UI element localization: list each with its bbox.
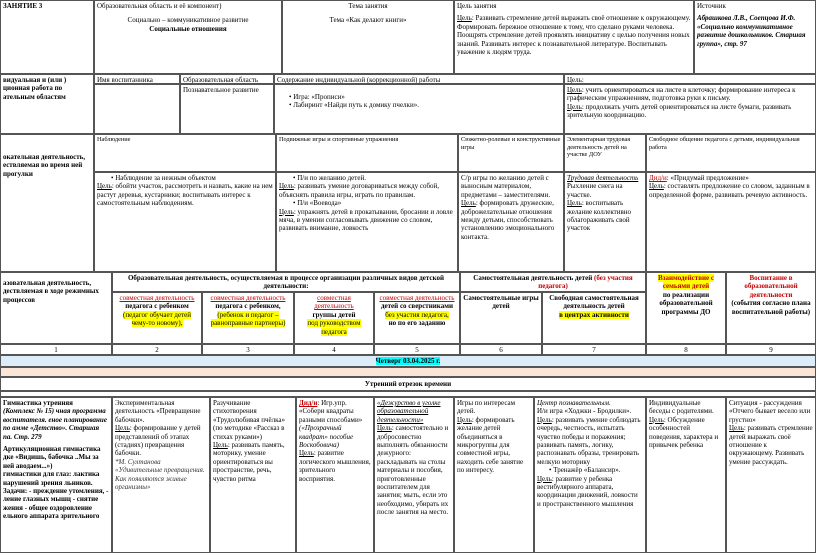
walk-c5-title: Дид/и <box>649 174 667 182</box>
bottom-c3 <box>210 397 296 553</box>
cel-label: Цель <box>457 14 472 23</box>
ind-col3-text: Содержание индивидуальной (коррекционной) работы <box>277 76 441 84</box>
bottom-c4-cel-text: : развитие логического мышления, зрительного восприятия. <box>299 449 371 483</box>
ind-cel-cell <box>564 84 816 134</box>
walk-c4-text: Рыхление снега на участке. <box>567 182 623 199</box>
walk-h3 <box>458 134 564 172</box>
cel-value: : Развивать стремление детей выражать своё отношение к окружающему. Формировать бережное отношение к тому, что сделано руками человека. Поощрять стремление детей проявлять инициативу с целью получения новых знаний. Развивать интерес к познавательной литературе. Воспитывать уважение к людям труда. <box>457 14 691 57</box>
ind-oblast-cell <box>180 84 274 134</box>
regime-left-text: азовательная деятельность, дествляемая в ходе режимных процессов <box>3 279 99 304</box>
walk-c2 <box>276 172 458 272</box>
num-2 <box>112 344 202 355</box>
bottom-c3-cel-text: : развивать память, моторику, умение ориентироваться вы пространстве, речь, чувство ритма <box>213 441 285 483</box>
walk-h3-text: Сюжетно-ролевые и конструктивные игры <box>461 136 561 151</box>
regime-sub3-a: совместная деятельность <box>314 294 354 311</box>
num-5 <box>374 344 460 355</box>
walk-h2-text: Подвижные игры и спортивные упражнения <box>279 136 399 143</box>
regime-indep-red: (без участия педагога) <box>538 274 633 291</box>
walk-c2-cel-label-2: Цель <box>279 207 294 216</box>
individual-left-text: видуальная и (или ) ционная работа по ательным областям <box>3 76 67 101</box>
walk-left-text: окательная деятельность, ествляемая во время ней прогулки <box>3 153 86 178</box>
regime-indep1-text: Самостоятельные игры детей <box>463 294 539 311</box>
bottom-c7-cel-text-2: : развитие у ребенка вестибулярного аппарата, координации движений, ловкости и пространственного мышления <box>537 474 638 508</box>
date-row <box>0 355 816 367</box>
regime-col9-text: (события согласно плана воспитательной работы) <box>731 299 811 316</box>
tema-value: Тема «Как делают книги» <box>329 16 407 25</box>
num-4-text: 4 <box>332 346 336 354</box>
bottom-c7-cel-label-2: Цель <box>537 474 552 483</box>
oblast-sub: Социальные отношения <box>149 24 227 33</box>
regime-indep-title-text: Самостоятельная деятельность детей <box>473 274 593 282</box>
num-6-text: 6 <box>499 346 503 354</box>
walk-c2-text-1: : развивать умение договариваться между собой, объяснять правила игры, играть по правилам. <box>279 182 440 199</box>
num-9-text: 9 <box>769 346 773 354</box>
bottom-c4-t1: : Игр.упр. «Собери квадраты разными способами» <box>299 399 363 424</box>
ind-content-cell <box>274 84 564 134</box>
walk-c5-text: : «Придумай предложение» <box>666 174 749 182</box>
num-9 <box>726 344 816 355</box>
bottom-c1-t3: гимнастики для глаз: лактика нарушений зрения льников. Задачи: - преждение утомления, - ление глазных мышц - снятие жения - общее оздоровление ельного аппарата зрительного <box>3 470 109 521</box>
regime-sub1-a: совместная деятельность <box>119 294 195 302</box>
zanyatie-label: ЗАНЯТИЕ 3 <box>3 2 43 10</box>
bottom-c7-t1: И/и игра «Ходжки - Бродилки». <box>537 407 632 416</box>
bottom-c5-title: «Дежурство в уголке образовательной деятельности» <box>377 399 441 424</box>
regime-sub4-a: совместная деятельность <box>379 294 455 302</box>
bottom-c7 <box>534 397 646 553</box>
regime-indep2 <box>542 292 646 344</box>
bottom-c5-cel-label: Цель <box>377 424 392 433</box>
regime-left <box>0 272 112 344</box>
ind-item-2: • Лабиринт «Найди путь к домику пчелки». <box>289 101 561 109</box>
num-6 <box>460 344 542 355</box>
ind-col3 <box>274 74 564 84</box>
bottom-c5-cel-text: : самостоятельно и добросовестно выполнять обязанности дежурного: раскладывать на столы материалы и пособия, приготовленные воспитателем для занятия; мыть, если это необходимо, убирать их после занятия на место. <box>377 424 449 517</box>
bottom-c9 <box>726 397 816 553</box>
walk-c1 <box>94 172 276 272</box>
num-1 <box>0 344 112 355</box>
bottom-c7-item: • Тренажёр «Балансир». <box>537 466 643 474</box>
num-8-text: 8 <box>684 346 688 354</box>
cel-title: Цель занятия <box>457 2 497 10</box>
regime-indep2-b: в центрах активности <box>559 310 629 319</box>
walk-c4 <box>564 172 646 272</box>
regime-indep2-text: Свободная самостоятельная деятельность детей <box>549 294 639 311</box>
bottom-c7-cel-label: Цель <box>537 415 552 424</box>
ind-col4 <box>564 74 816 84</box>
walk-c2-cel-label-1: Цель <box>279 182 294 191</box>
regime-indep-title <box>460 272 646 292</box>
walk-c5-cel-text: : составлять предложение со словом, заданным в определенной форме, развивать речевую активность. <box>649 182 810 199</box>
regime-sub3-c: под руководством педагога <box>307 319 361 336</box>
walk-c3-text: С/р игры по желанию детей с выносным материалом, предметами – заместителями. <box>461 174 551 199</box>
bottom-c4-src: («Прозрачный квадрат» пособие Воскобовича) <box>299 424 354 450</box>
bottom-c1-title: Гимнастика утренняя <box>3 399 73 407</box>
istochnik-value: Абрашкова Л.В., Соепцова И.Ф. «Социально коммуникативное развитие дошкольников. Старшая группа», стр. 97 <box>697 14 806 48</box>
bottom-c1-t2: Артикуляционная гимнастика дке «Видишь, бабочка ..Мы за ней аводаем...») <box>3 445 101 470</box>
walk-c4-cel-text: : воспитывать желание коллективно облагораживать свой участок <box>567 199 632 233</box>
walk-c1-cel-label: Цель <box>97 182 112 191</box>
bottom-c1-text: (Комплекс № 15) чная программа воспитателя. еное планирование по амме «Детство». Старшая па. Стр. 279 <box>3 407 107 441</box>
walk-left <box>0 134 94 272</box>
bottom-c1 <box>0 397 112 553</box>
walk-c2-item-2: • П/и «Воевода» <box>279 199 455 207</box>
ind-col2-text: Образовательная область <box>183 76 259 84</box>
regime-col8-title: Взаимодействие с семьями детей <box>658 274 714 291</box>
ind-cel-label-1: Цель <box>567 86 582 94</box>
regime-col9-title: Воспитание в образовательной деятельности <box>744 274 798 299</box>
individual-left <box>0 74 94 134</box>
walk-h1 <box>94 134 276 172</box>
ind-col2 <box>180 74 274 84</box>
walk-c3 <box>458 172 564 272</box>
walk-c3-cel-text: : формировать дружеские, доброжелательные отношения между детьми, способствовать установлению эмоционального контакта. <box>461 199 555 241</box>
walk-h4 <box>564 134 646 172</box>
regime-sub4 <box>374 292 460 344</box>
walk-c5 <box>646 172 816 272</box>
istochnik-title: Источник <box>697 2 726 10</box>
bottom-c5 <box>374 397 454 553</box>
walk-h5 <box>646 134 816 172</box>
bottom-c4-cel-label: Цель <box>299 449 314 458</box>
walk-h5-text: Свободное общение педагога с детьми, индивидуальная работа <box>649 136 800 151</box>
bottom-c9-text: Ситуация - рассуждения «Отчего бывает весело или грустно» <box>729 399 811 424</box>
regime-joint-title-text: Образовательная деятельность, осуществляемая в процессе организации различных видов детской деятельности: <box>127 274 445 291</box>
ind-col1 <box>94 74 180 84</box>
num-7 <box>542 344 646 355</box>
regime-indep1 <box>460 292 542 344</box>
bottom-c2-cel-text: : формирование у детей представлений об этапах (стадиях) превращения бабочки. <box>115 424 201 458</box>
bottom-c8-cel-label: Цель <box>649 415 664 424</box>
ind-item-1: • Игра: «Прописи» <box>289 93 561 101</box>
walk-h2 <box>276 134 458 172</box>
ind-name-cell <box>94 84 180 134</box>
oblast-value: Социально – коммуникативное развитие <box>127 16 249 25</box>
bottom-c3-cel-label: Цель <box>213 441 228 450</box>
bottom-c8 <box>646 397 726 553</box>
num-4 <box>294 344 374 355</box>
regime-sub1-c: (педагог обучает детей чему-то новому), <box>123 310 191 328</box>
num-3-text: 3 <box>246 346 250 354</box>
walk-h1-text: Наблюдение <box>97 136 131 143</box>
regime-sub1-b: педагога с ребенком <box>125 302 189 311</box>
bottom-c6-cel-label: Цель <box>457 415 472 424</box>
bottom-c2-src: *М. Султанова «Удивительные превращения. Как появляются живые организмы» <box>115 457 205 492</box>
zanyatie-cell <box>0 0 94 74</box>
num-2-text: 2 <box>155 346 159 354</box>
bottom-c6 <box>454 397 534 553</box>
ind-col4-text: Цель: <box>567 76 584 84</box>
walk-c3-cel-label: Цель <box>461 199 476 208</box>
walk-h4-text: Элементарная трудовая деятельность детей на участке ДОУ <box>567 136 631 159</box>
bottom-c8-cel-text: : Обсуждение особенностей поведения, характера и привычек ребенка <box>649 415 719 450</box>
bottom-c3-text: Разучивание стихотворения «Трудолюбивая пчёлка» (по методике «Рассказ в стихах руками») <box>213 399 286 441</box>
regime-sub1 <box>112 292 202 344</box>
bottom-c6-cel-text: : формировать желание детей объединяться в микрогруппы для совместной игры, находить себе занятие по интересу. <box>457 415 524 475</box>
ind-oblast-text: Познавательное развитие <box>183 86 259 94</box>
regime-col8 <box>646 272 726 344</box>
tema-title: Тема занятия <box>348 2 388 10</box>
ind-cel-text-2: : продолжать учить детей ориентироваться на листе бумаги, развивать зрительную координацию. <box>567 102 792 120</box>
num-7-text: 7 <box>592 346 596 354</box>
oblast-title: Образовательная область и её компонент) <box>97 2 222 10</box>
bottom-c2-text: Экспериментальная деятельность «Превращение бабочки». <box>115 399 201 424</box>
walk-c4-cel-label: Цель <box>567 199 582 208</box>
bottom-c2-cel-label: Цель <box>115 424 130 433</box>
walk-c4-title: Трудовая деятельность <box>567 174 639 182</box>
bottom-c2 <box>112 397 210 553</box>
spacer-row <box>0 367 816 377</box>
bottom-c4 <box>296 397 374 553</box>
oblast-cell <box>94 0 282 74</box>
date-text: Четверг 03.04.2025 г. <box>375 357 441 365</box>
num-8 <box>646 344 726 355</box>
regime-sub3-b: группы детей <box>312 310 356 319</box>
regime-col9 <box>726 272 816 344</box>
ind-col1-text: Имя воспитанника <box>97 76 153 84</box>
walk-c2-item-1: • П/и по желанию детей. <box>279 174 455 182</box>
walk-c5-cel-label: Цель <box>649 182 664 191</box>
ind-cel-label-2: Цель <box>567 102 582 111</box>
bottom-c9-cel-label: Цель <box>729 424 744 433</box>
walk-c2-text-2: : упражнять детей в прокатывании, бросании и ловле мяча, в умении согласовывать движение со словом, развивать внимание, ловкость <box>279 207 453 233</box>
regime-sub2-c: (ребенок и педагог – равноправные партнеры) <box>210 310 286 328</box>
regime-sub2 <box>202 292 294 344</box>
regime-sub4-d: но по его заданию <box>388 319 446 328</box>
bottom-c6-text: Игры по интересам детей. <box>457 399 516 416</box>
istochnik-cell <box>694 0 816 74</box>
ind-cel-text-1: : учить ориентироваться на листе в клеточку; формирование интереса к графическим упражнениям, подготовка руки к письму. <box>567 86 796 103</box>
bottom-c7-cel-text: : развивать умение соблюдать очередь, честность, испытать чувство победы и поражения; развивать память, логику, распознавать образы, тренировать мелкую моторику <box>537 415 641 466</box>
bottom-c9-cel-text: : развивать стремление детей выражать своё отношение к окружающему. Развивать умение рассуждать. <box>729 424 813 466</box>
regime-sub2-a: совместная деятельность <box>210 294 286 302</box>
walk-c1-text: : обойти участок, рассмотреть и назвать, какие на нем растут деревья, кустарники; воспитывать интерес к самостоятельным наблюдениям. <box>97 182 273 208</box>
morning-text: Утренний отрезок времени <box>364 380 452 388</box>
regime-sub4-b: детей со сверстниками <box>380 302 454 311</box>
regime-sub4-c: без участия педагога, <box>385 310 449 319</box>
regime-joint-title <box>112 272 460 292</box>
regime-sub2-b: педагога с ребенком, <box>215 302 281 311</box>
bottom-c8-text: Индивидуальные беседы с родителями. <box>649 399 714 416</box>
walk-c1-item: • Наблюдение за нежным объектом <box>97 174 273 182</box>
regime-col8-text: по реализации образовательной программы ДО <box>659 290 713 316</box>
bottom-c4-title: Дид/и <box>299 399 318 407</box>
morning-row <box>0 377 816 391</box>
tema-cell <box>282 0 454 74</box>
num-3 <box>202 344 294 355</box>
num-5-text: 5 <box>415 346 419 354</box>
num-1-text: 1 <box>54 346 58 354</box>
cel-cell <box>454 0 694 74</box>
bottom-c7-title: Центр познавательным. <box>537 399 611 407</box>
regime-sub3 <box>294 292 374 344</box>
